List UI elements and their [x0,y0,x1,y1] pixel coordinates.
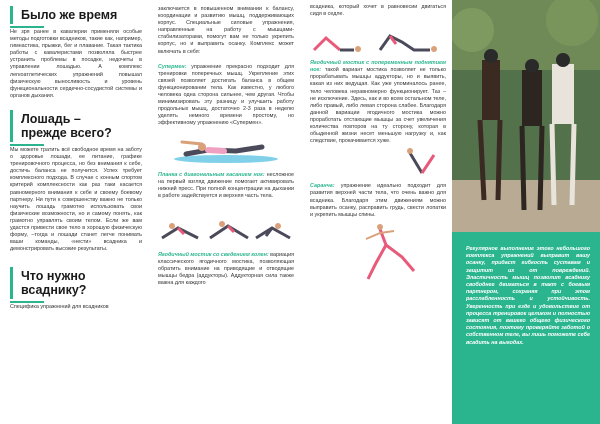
exercise-heading: Супермен: [158,63,187,70]
lunge-illustration [310,223,446,283]
exercise-heading: Ягодичный мостик со сведением колен: [158,251,269,258]
exercise-text: такой вариант мостика позволяет не только прорабатывать мышцы аддукторы, но и выявить, какая из них ведущая. Как уже упоминалось ранее, тело человека неравномерно функционирует. Таз – не исключение. Здесь, как и во всем остальном теле, либо правый, либо левая сторона слабее. Благодаря данной вариации ягодичного мостика можно проработать отстающие мышцы за счет увеличения количества повторов на ту сторону, которая в обыденной жизни несет меньшую нагрузку и, как следствие, прокачивается хуже. [310,67,446,145]
paragraph: Мы можете тратить всё свободное время на заботу о здоровье лошади, ее питание, графике тренировочного процесса, но без внимания к себе, достичь баланса не получится. Успех требует комплексного подхода. В случае с конным спортом критерий комплексности как раз таки касается равномерного внимания к себе и своему боевому партнеру. Ни пути к совершенству важно не только научить лошадь грамотно использовать свои физические возможности, но и самому понять, как грамотно управлять своим телом. Если же вам удастся привести свое тело в хорошую физическую форму, –тогда и лошади станет легче понимать ваши команды, «нести» всадника и демонстрировать высокие результаты. [10,146,142,253]
section-title-line2: всаднику? [21,283,87,298]
section-title: Было же время [21,8,118,22]
summary-panel [452,232,600,424]
section-heading-past [10,6,142,24]
paragraph: Не зря ранее в кавалерии применяли особые методы подготовки всадников, такие как, например, гимнастика, прыжки, бег и плавание. Такая тактика работы с кавалеристами позволяла быстрее устранить проблемы в посадке, недочеты в управлении лошадью. А комплекс легкоатлетических упражнений повышал физическую выносливость и уровень функциональности сердечно-сосудистой системы и органов дыхания. [10,29,142,99]
exercise-text: несложное на первый взгляд движение помогает активировать нижний пресс. При полной концентрации на дыхании в работе задействуется и верхняя часть тела. [158,171,295,199]
exercise-heading: Планка с диагональным касанием ног: [158,171,265,178]
plank-illustration [158,204,294,246]
section-heading-horse [10,110,142,142]
plank-paragraph [158,172,294,200]
bridge-paragraph [158,252,294,287]
exercise-heading: Саранча: [310,183,335,190]
section-title-line1: Лошадь – [21,111,81,126]
exercise-text: вариация классического ягодичного мостика, позволяющая обратить внимание на приводящие и отводящие мышцы бедра (аддукторы). Аддукторная сила также важна для каждого [158,251,294,287]
saranch-illustration [310,147,446,181]
paragraph: заключается в повышенном внимании к балансу, координации и развитию мышц, поддерживающих корпус. Специальные силовые упражнения, направленные на работу с мышцами-стабилизаторами, помогут вам не только укрепить корпус, но и выправить осанку. Комплекс может включать в себя: [158,6,294,55]
saranch-paragraph [310,183,446,218]
riders-photo [452,0,600,232]
section-title-line2: прежде всего? [21,125,112,140]
column-3 [302,0,452,283]
exercise-text: упражнение идеально подходит для развития верхней части тела, что очень важно для всадника. Благодаря этим движениям можно выправить осанку, расправить грудь, свести лопатки и укрепить мышцы спины. [310,183,446,218]
bridge-illustration [310,20,446,56]
superman-paragraph [158,64,294,128]
exercise-heading: Ягодичный мостик с попеременным поднятием ног: [310,60,446,74]
paragraph: Специфика упражнений для всадников [10,304,109,311]
section-title-line1: Что нужно [21,269,86,284]
exercise-text: упражнение прекрасно подходит для тренировки поперечных мышц. Укрепление этих связей позволяет достигать баланса в общем функционировании тела. Как известно, у любого человека одна сторона сильнее, чем другая. Чтобы минимизировать эту разницу и улучшить работу продольных мышц, достаточно 2-3 раза в неделю уделять немного времени простому, но эффективному упражнению «Супермен». [158,63,294,127]
summary-text: Регулярное выполнение этого небольшого комплекса упражнений выправит вашу осанку, придаст гибкость суставам и защитит их от повреждений. Эластичность мышц позволит всаднику свободнее двигаться в такт с боевым партнером, сохраняя при этом расслабленность и устойчивость. Уверенность при езде и удовольствие от процесса тренировок целиком и полностью зависят от вашего общего физического состояния, поэтому проверяйте заботой о собственном теле, вы лишь поможете себе всадить на выгодах. [466,246,590,346]
paragraph: всадника, который хочет в равновесии двигаться сидя в седле. [310,4,446,18]
column-2 [152,0,300,287]
bridge2-paragraph [310,60,446,145]
column-1 [0,0,150,311]
superman-illustration [158,132,294,166]
section-heading-rider-needs [10,267,142,299]
